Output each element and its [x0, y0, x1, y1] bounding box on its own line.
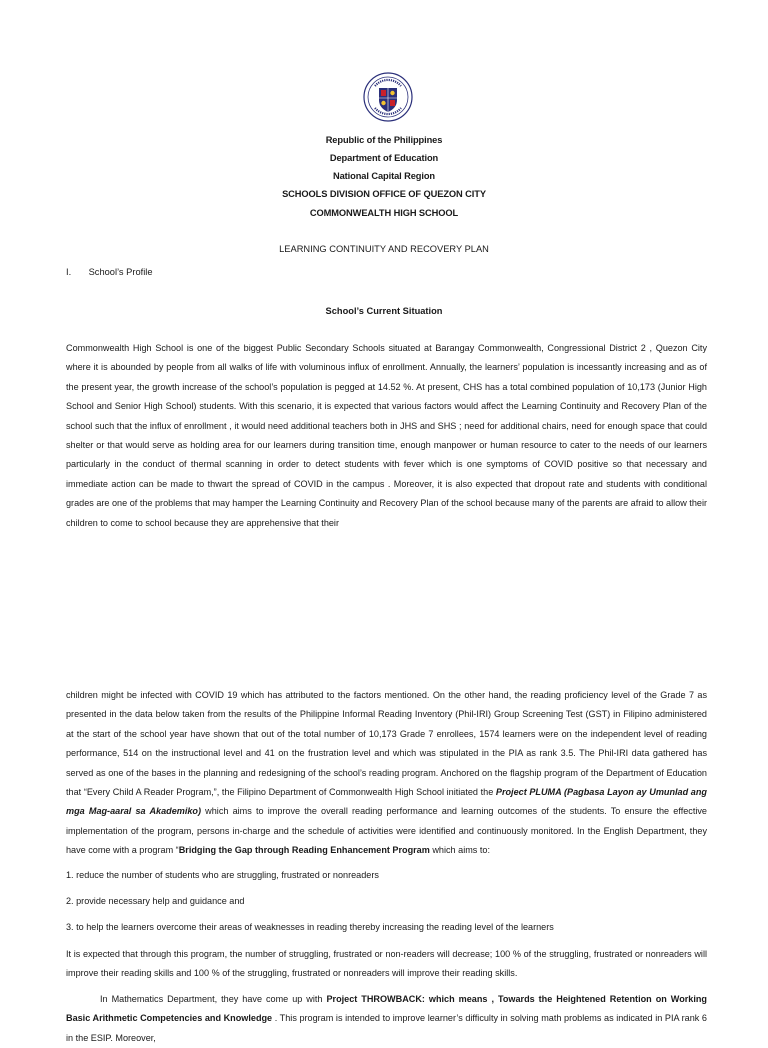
header-line-school: COMMONWEALTH HIGH SCHOOL — [309, 208, 459, 218]
aim-item-3: 3. to help the learners overcome their areas of weaknesses in reading thereby increasing the reading level of the learners — [66, 922, 554, 932]
paragraph-reading-text-3: which aims to: — [429, 845, 490, 856]
paragraph-math-text-1: In Mathematics Department, they have come up with — [100, 994, 327, 1004]
project-pluma-name: Project PLUMA (Pagbasa Layon ay Umunlad ang mga Mag-aaral sa Akademiko) — [66, 787, 707, 817]
section-title: School’s Profile — [88, 267, 153, 277]
plan-title: LEARNING CONTINUITY AND RECOVERY PLAN — [279, 244, 489, 254]
bridging-program-name: Bridging the Gap through Reading Enhancement Program — [178, 845, 430, 856]
paragraph-reading-text-1: children might be infected with COVID 19 which has attributed to the factors mentioned. On the other hand, the reading proficiency level of the Grade 7 as presented in the data below taken from the results of the Philippine Informal Reading Inventory (Phil-IRI) Group Screening Test (GST) in Filipino administered at the start of the school year have shown that out of the total number of 10,173 Grade 7 enrollees, 1574 learners were on the independent level of reading performance, 514 on the instructional level and 41 on the frustration level and which was stipulated in the PIA as rank 3.5. The Phil-IRI data gathered has served as one of the bases in the planning and redesigning of the school’s reading program. Anchored on the flagship program of the Department of Education that “Every Child A Reader Program,”, the Filipino Department of Commonwealth High School initiated the — [66, 690, 707, 798]
paragraph-school-situation: Commonwealth High School is one of the biggest Public Secondary Schools situated at Barangay Commonwealth, Congressional District 2 , Quezon City where it is abounded by people from all walks of life with voluminous influx of enrollment. Annually, the learners’ population is incessantly increasing and as of the present year, the growth increase of the school’s population is pegged at 14.52 %. At present, CHS has a total combined population of 10,173 (Junior High School and Senior High School) students. With this scenario, it is expected that various factors would affect the Learning Continuity and Recovery Plan of the school such that the influx of enrollment , it would need additional teachers both in JHS and SHS ; need for additional chairs, need for enough space that could shelter or that would serve as holding area for our learners during transition time, enough manpower or human resource to cater to the needs of our learners particularly in the conduct of thermal scanning in order to detect students with fever which is one symptoms of COVID positive so that necessary and immediate action can be made to thwart the spread of COVID in the campus . Moreover, it is also expected that dropout rate and students with conditional grades are one of the problems that may hamper the Learning Continuity and Recovery Plan of the school because many of the parents are afraid to allow their children to come to school because they are apprehensive that their — [66, 343, 707, 528]
section-number: I. — [66, 267, 72, 277]
header-line-division: SCHOOLS DIVISION OFFICE OF QUEZON CITY — [282, 189, 486, 199]
paragraph-reading-text-2: which aims to improve the overall reading performance and learning outcomes of the students. To ensure the effective implementation of the program, persons in-charge and the schedule of activities were identified and continuously monitored. In the English Department, they have come with a program “ — [66, 806, 707, 856]
paragraph-mathematics-program — [66, 990, 707, 1048]
paragraph-expected-outcome: It is expected that through this program, the number of struggling, frustrated or non-readers will decrease; 100 % of the struggling, frustrated or nonreaders will improve their reading skills and 100 % of the struggling, frustrated or nonreaders will improve their reading skills. — [66, 949, 707, 979]
project-throwback-name: Project THROWBACK: which means , Towards the Heightened Retention on Working Basic Arithmetic Competencies and Knowledge — [66, 994, 707, 1024]
paragraph-math-text-2: . This program is intended to improve learner’s difficulty in solving math problems as indicated in PIA rank 6 in the ESIP. Moreover, — [66, 1013, 707, 1043]
section-heading — [66, 267, 153, 277]
header-line-republic: Republic of the Philippines — [325, 135, 443, 145]
deped-seal-logo — [363, 72, 413, 122]
situation-title: School’s Current Situation — [325, 306, 443, 316]
header-line-region: National Capital Region — [332, 171, 436, 181]
header-line-department: Department of Education — [329, 153, 439, 163]
aim-item-1: 1. reduce the number of students who are struggling, frustrated or nonreaders — [66, 870, 379, 880]
aim-item-2: 2. provide necessary help and guidance and — [66, 896, 245, 906]
paragraph-reading-programs — [66, 686, 707, 861]
